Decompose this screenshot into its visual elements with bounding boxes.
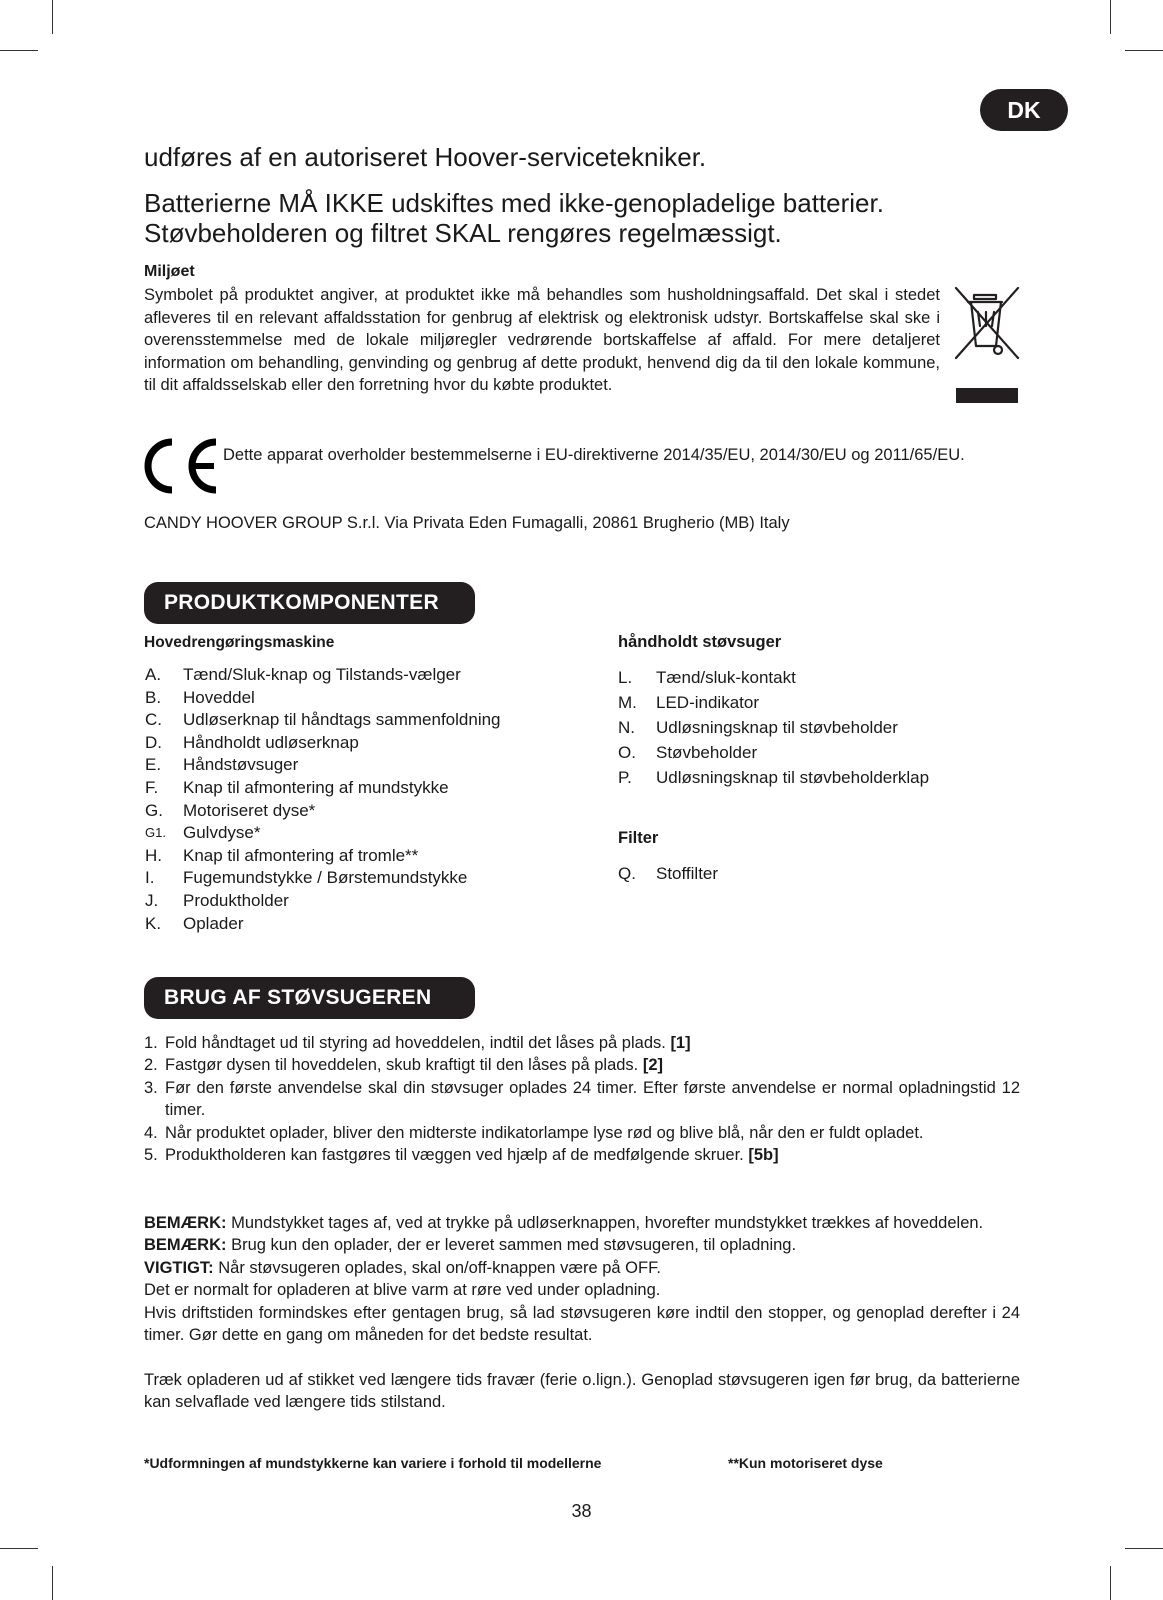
item-text: LED-indikator	[656, 693, 759, 712]
item-letter: B.	[145, 687, 162, 707]
ce-text: Dette apparat overholder bestemmelserne i EU-direktiverne 2014/35/EU, 2014/30/EU og 2011/65/EU.	[223, 446, 965, 464]
item-letter: C.	[145, 710, 162, 730]
figure-ref: [1]	[670, 1034, 691, 1052]
figure-ref: [2]	[642, 1056, 664, 1075]
list-item	[145, 754, 575, 777]
list-item	[144, 1144, 1020, 1166]
intro-line-3: Støvbeholderen og filtret SKAL rengøres regelmæssigt.	[144, 218, 782, 248]
item-letter: G1.	[145, 825, 166, 841]
item-letter: F.	[145, 777, 159, 797]
item-text: Produktholder	[183, 890, 289, 910]
note-text: Mundstykket tages af, ved at trykke på udløserknappen, hvorefter mundstykket trækkes af hoveddelen.	[226, 1214, 984, 1232]
item-letter: D.	[145, 732, 162, 752]
list-item	[144, 1032, 1020, 1054]
runtime-text: Hvis driftstiden formindskes efter gentagen brug, så lad støvsugeren køre indtil den stopper, og genoplad derefter i 24 timer. Gør dette en gang om måneden for det bedste resultat.	[144, 1303, 1020, 1345]
item-text: Tænd/sluk-kontakt	[656, 668, 796, 687]
item-letter: L.	[618, 668, 633, 687]
item-letter: E.	[145, 755, 162, 775]
list-item	[145, 845, 575, 868]
step-number: 3.	[144, 1078, 158, 1097]
item-text: Oplader	[183, 913, 244, 933]
usage-steps	[144, 1032, 1020, 1166]
important-label: VIGTIGT:	[144, 1258, 214, 1277]
list-item	[145, 867, 575, 890]
item-text: Motoriseret dyse*	[183, 800, 316, 820]
note-paragraph	[144, 1234, 1020, 1256]
item-text: Stoffilter	[656, 864, 719, 883]
list-item	[144, 1122, 1020, 1144]
list-item	[618, 740, 1018, 765]
footnote-right: **Kun motoriseret dyse	[728, 1455, 883, 1471]
environment-text: Symbolet på produktet angiver, at produktet ikke må behandles som husholdningsaffald. Det skal i stedet afleveres til en relevant affaldsstation for genbrug af elektrisk og elektronisk udstyr. Bortskaffelse skal ske i overensstemmelse med de lokale miljøregler vedrørende bortskaffelse af affald. For mere detaljeret information om behandling, genvinding og genbrug af dette produkt, henvend dig da til den lokale kommune, til dit affaldsselskab eller den forretning hvor du købte produktet.	[144, 286, 940, 395]
language-tab: DK	[980, 89, 1068, 131]
item-text: Håndstøvsuger	[183, 755, 299, 775]
crossed-out-wheelie-bin-icon	[952, 284, 1022, 404]
step-text: Før den første anvendelse skal din støvsuger oplades 24 timer. Efter første anvendelse er normal opladningstid 12 timer.	[165, 1078, 1020, 1120]
item-letter: M.	[618, 693, 637, 712]
item-letter: A.	[145, 665, 162, 684]
crop-mark-top-right-v	[1110, 0, 1111, 34]
footnote-left: *Udformningen af mundstykkerne kan variere i forhold til modellerne	[144, 1455, 602, 1471]
item-text: Udløserknap til håndtags sammenfoldning	[183, 710, 501, 730]
item-text: Knap til afmontering af mundstykke	[183, 777, 449, 797]
list-item	[145, 822, 575, 845]
section-title-usage: BRUG AF STØVSUGEREN	[144, 977, 475, 1019]
handheld-heading: håndholdt støvsuger	[618, 633, 782, 651]
list-item	[144, 1077, 1020, 1122]
item-letter: I.	[145, 868, 155, 888]
item-text: Knap til afmontering af tromle**	[183, 845, 419, 865]
item-letter: K.	[145, 913, 162, 933]
list-item	[618, 715, 1018, 740]
step-number: 4.	[144, 1123, 158, 1142]
item-text: Hoveddel	[183, 687, 255, 707]
item-letter: J.	[145, 890, 159, 910]
intro-line-1: udføres af en autoriseret Hoover-servicetekniker.	[144, 142, 707, 172]
crop-mark-bottom-left-h	[0, 1548, 38, 1549]
list-item	[145, 687, 575, 710]
item-text: Udløsningsknap til støvbeholder	[656, 718, 898, 737]
important-paragraph	[144, 1257, 1020, 1279]
step-text: Produktholderen kan fastgøres til væggen ved hjælp af de medfølgende skruer.	[165, 1146, 744, 1165]
important-text: Når støvsugeren oplades, skal on/off-knappen være på OFF.	[213, 1258, 661, 1277]
list-item	[618, 861, 1018, 886]
list-item	[145, 777, 575, 800]
item-letter: Q.	[618, 864, 636, 883]
list-item	[145, 800, 575, 823]
crop-mark-bottom-right-v	[1110, 1566, 1111, 1600]
item-letter: O.	[618, 743, 636, 762]
item-letter: P.	[618, 768, 632, 787]
ce-mark-icon	[142, 438, 222, 494]
list-item	[618, 690, 1018, 715]
page-number: 38	[571, 1501, 592, 1521]
manufacturer-address: CANDY HOOVER GROUP S.r.l. Via Privata Eden Fumagalli, 20861 Brugherio (MB) Italy	[144, 514, 790, 532]
list-item	[144, 1054, 1020, 1076]
note-text: Brug kun den oplader, der er leveret sammen med støvsugeren, til opladning.	[226, 1236, 797, 1255]
list-item	[145, 709, 575, 732]
note-label: BEMÆRK:	[144, 1236, 227, 1255]
filter-component-list	[618, 861, 1018, 886]
crop-mark-top-right-h	[1125, 50, 1163, 51]
section-title-components: PRODUKTKOMPONENTER	[144, 582, 475, 624]
handheld-component-list	[618, 665, 1018, 790]
list-item	[145, 732, 575, 755]
list-item	[145, 913, 575, 936]
intro-line-2: Batterierne MÅ IKKE udskiftes med ikke-genopladelige batterier.	[144, 188, 884, 218]
item-letter: N.	[618, 718, 635, 737]
step-number: 5.	[144, 1146, 158, 1165]
normal-text: Det er normalt for opladeren at blive varm at røre ved under opladning.	[144, 1281, 661, 1300]
figure-ref: [5b]	[748, 1146, 779, 1165]
step-number: 1.	[144, 1034, 158, 1052]
item-letter: H.	[145, 845, 162, 865]
environment-title: Miljøet	[144, 263, 195, 280]
item-text: Tænd/Sluk-knap og Tilstands-vælger	[183, 665, 461, 684]
step-number: 2.	[144, 1056, 158, 1075]
step-text: Fold håndtaget ud til styring ad hoveddelen, indtil det låses på plads.	[165, 1034, 666, 1052]
usage-notes	[144, 1212, 1020, 1414]
item-text: Udløsningsknap til støvbeholderklap	[656, 768, 930, 787]
list-item	[618, 665, 1018, 690]
item-text: Støvbeholder	[656, 743, 758, 762]
main-unit-component-list	[145, 664, 575, 935]
note-label: BEMÆRK:	[144, 1214, 227, 1232]
step-text: Når produktet oplader, bliver den midterste indikatorlampe lyse rød og blive blå, når den er fuldt opladet.	[165, 1123, 924, 1142]
list-item	[618, 765, 1018, 790]
crop-mark-top-left-h	[0, 50, 38, 51]
main-unit-heading: Hovedrengøringsmaskine	[144, 634, 335, 651]
crop-mark-bottom-left-v	[52, 1566, 53, 1600]
step-text: Fastgør dysen til hoveddelen, skub kraftigt til den låses på plads.	[165, 1056, 639, 1075]
item-text: Gulvdyse*	[183, 823, 261, 843]
unplug-text: Træk opladeren ud af stikket ved længere tids fravær (ferie o.lign.). Genoplad støvsugeren igen før brug, da batterierne kan selvaflade ved længere tids stilstand.	[144, 1370, 1020, 1412]
filter-heading: Filter	[618, 829, 659, 847]
crop-mark-bottom-right-h	[1125, 1548, 1163, 1549]
item-text: Håndholdt udløserknap	[183, 732, 359, 752]
list-item	[145, 664, 575, 687]
crop-mark-top-left-v	[52, 0, 53, 34]
note-paragraph	[144, 1212, 1020, 1234]
list-item	[145, 890, 575, 913]
item-text: Fugemundstykke / Børstemundstykke	[183, 868, 468, 888]
item-letter: G.	[145, 800, 163, 820]
